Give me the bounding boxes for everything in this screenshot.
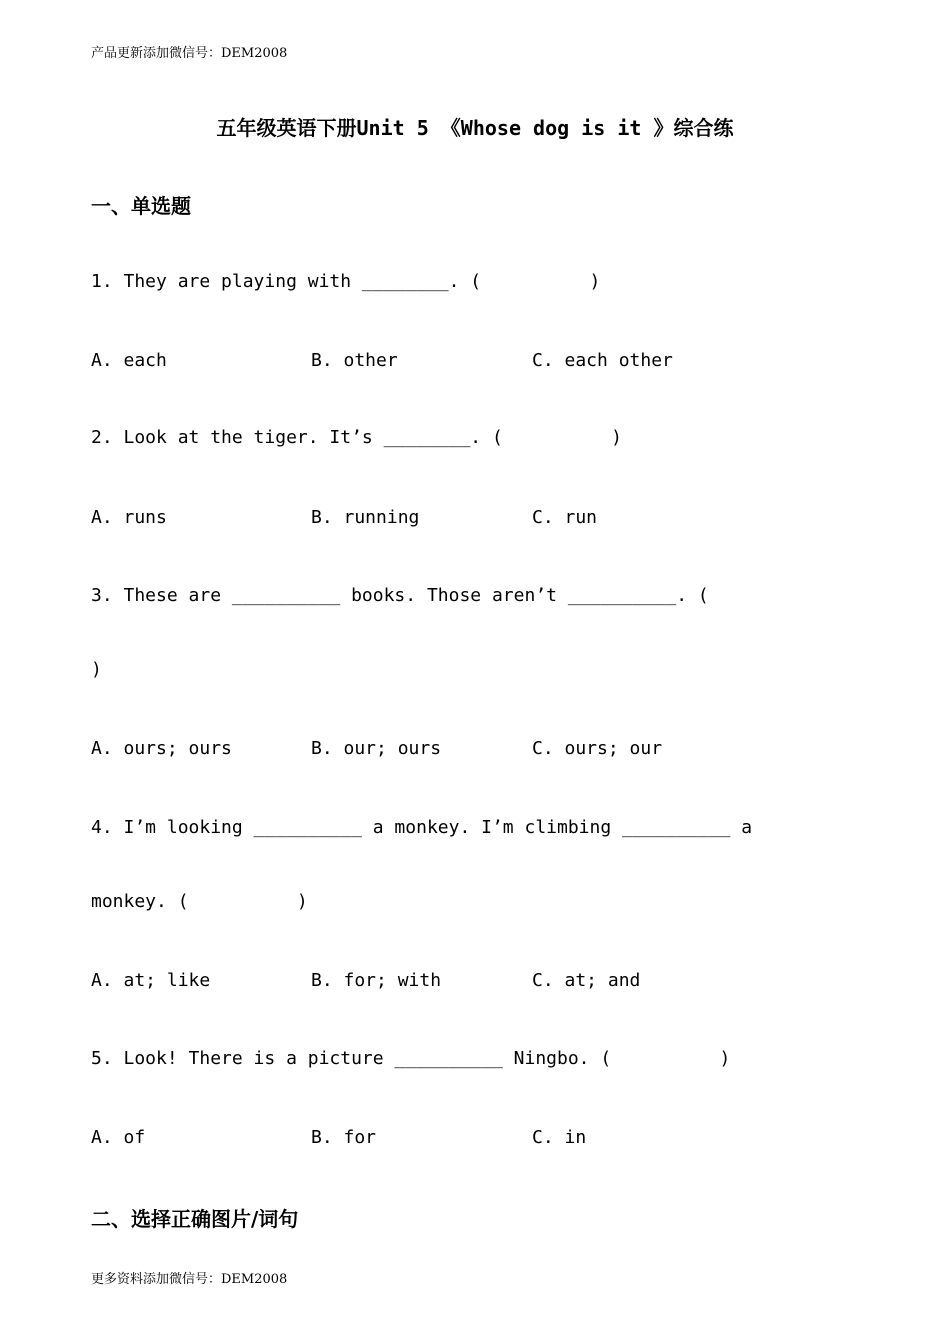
question-5-text: 5. Look! There is a picture __________ Ningbo. ( ) (91, 1048, 731, 1069)
section-heading-single-choice: 一、单选题 (91, 194, 191, 218)
header-note: 产品更新添加微信号：DEM2008 (91, 46, 288, 61)
question-2-option-b: B. running (311, 507, 420, 528)
question-1-text: 1. They are playing with ________. ( ) (91, 271, 601, 292)
question-4-text-continued: monkey. ( ) (91, 891, 308, 912)
question-5-option-b: B. for (311, 1127, 377, 1148)
section-heading-choose-picture: 二、选择正确图片/词句 (91, 1207, 299, 1231)
question-1-option-c: C. each other (532, 350, 673, 371)
question-4-text: 4. I’m looking __________ a monkey. I’m climbing __________ a (91, 817, 753, 838)
question-3-option-b: B. our; ours (311, 738, 442, 759)
question-5-option-a: A. of (91, 1127, 146, 1148)
footer-note: 更多资料添加微信号：DEM2008 (91, 1272, 288, 1287)
question-2-text: 2. Look at the tiger. It’s ________. ( ) (91, 427, 623, 448)
question-4-option-b: B. for; with (311, 970, 442, 991)
question-4-option-c: C. at; and (532, 970, 641, 991)
question-2-option-a: A. runs (91, 507, 167, 528)
question-2-option-c: C. run (532, 507, 598, 528)
question-3-option-c: C. ours; our (532, 738, 663, 759)
question-1-option-b: B. other (311, 350, 398, 371)
question-3-text-continued: ) (91, 659, 102, 680)
page-title: 五年级英语下册Unit 5 《Whose dog is it 》综合练 (216, 116, 734, 140)
question-3-option-a: A. ours; ours (91, 738, 232, 759)
question-1-option-a: A. each (91, 350, 167, 371)
question-3-text: 3. These are __________ books. Those aren’t __________. ( (91, 585, 709, 606)
question-5-option-c: C. in (532, 1127, 587, 1148)
question-4-option-a: A. at; like (91, 970, 211, 991)
